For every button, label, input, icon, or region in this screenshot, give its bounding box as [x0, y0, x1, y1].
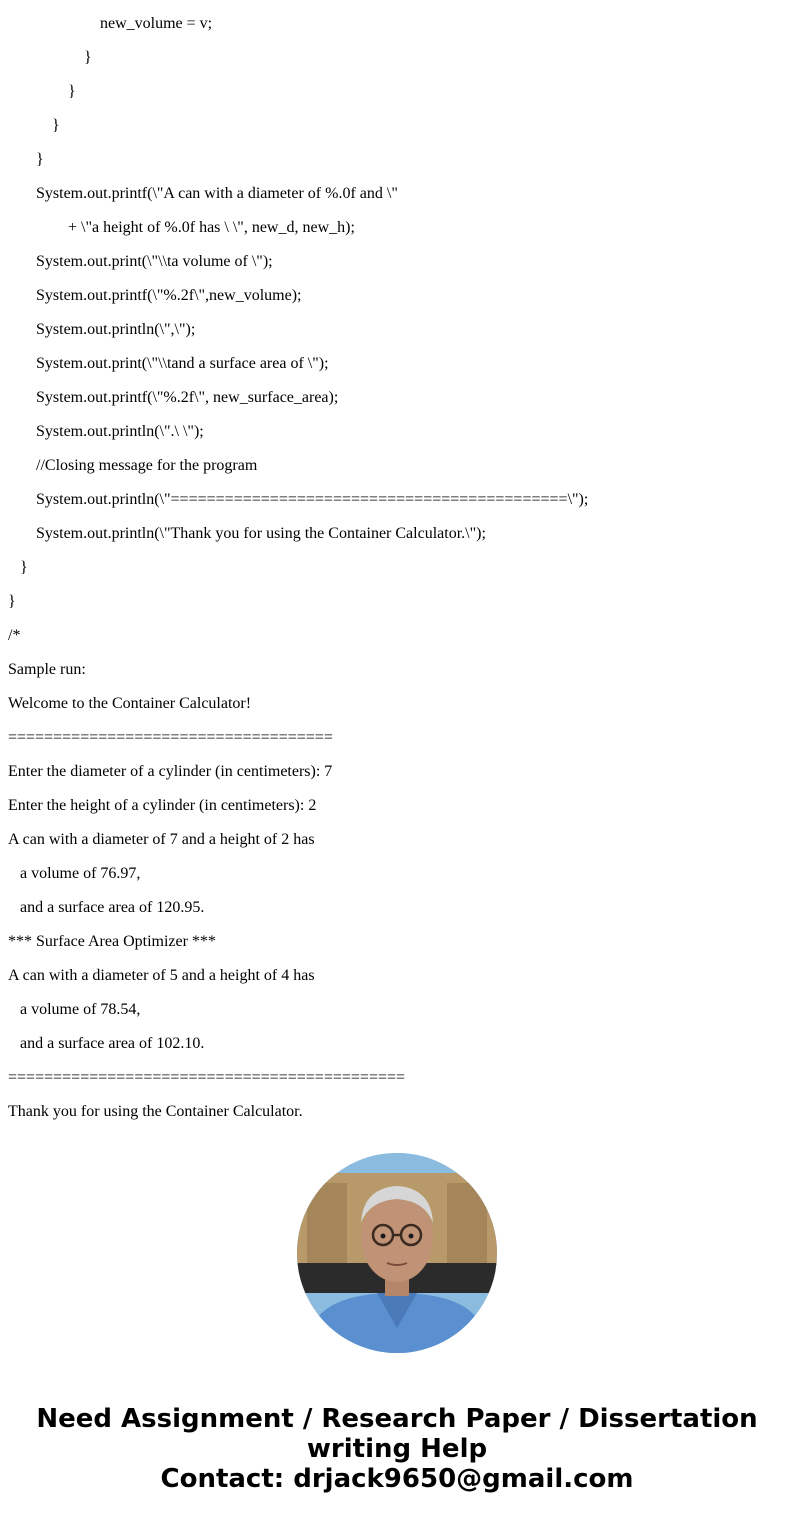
code-line: Enter the diameter of a cylinder (in centimeters): 7 [8, 763, 333, 780]
code-line: System.out.println(\"============================================\"); [36, 491, 589, 508]
code-line: and a surface area of 102.10. [20, 1035, 205, 1052]
promo-line-1: Need Assignment / Research Paper / Dissertation [36, 1404, 758, 1434]
code-line: + \"a height of %.0f has \ \", new_d, new_h); [68, 219, 355, 236]
code-line: System.out.printf(\"%.2f\", new_surface_area); [36, 389, 339, 406]
code-line: System.out.println(\"Thank you for using the Container Calculator.\"); [36, 525, 486, 542]
code-line: ============================================ [8, 1069, 406, 1086]
code-line: a volume of 76.97, [20, 865, 141, 882]
code-line: System.out.print(\"\\tand a surface area of \"); [36, 355, 329, 372]
code-line: A can with a diameter of 5 and a height of 4 has [8, 967, 315, 984]
code-line: System.out.println(\".\ \"); [36, 423, 204, 440]
author-portrait-icon [297, 1153, 497, 1353]
code-line: System.out.printf(\"A can with a diameter of %.0f and \" [36, 185, 398, 202]
code-line: System.out.print(\"\\ta volume of \"); [36, 253, 273, 270]
code-line: Welcome to the Container Calculator! [8, 695, 252, 712]
code-line: System.out.printf(\"%.2f\",new_volume); [36, 287, 302, 304]
code-line: System.out.println(\",\"); [36, 321, 196, 338]
code-line: *** Surface Area Optimizer *** [8, 933, 216, 950]
code-line: /* [8, 627, 21, 644]
author-avatar [297, 1153, 497, 1353]
code-line: } [36, 151, 44, 168]
code-line: } [8, 593, 16, 610]
code-line: //Closing message for the program [36, 457, 258, 474]
code-line: } [84, 49, 92, 66]
code-line: a volume of 78.54, [20, 1001, 141, 1018]
promo-footer [0, 1404, 794, 1494]
code-line: Enter the height of a cylinder (in centimeters): 2 [8, 797, 317, 814]
code-line: new_volume = v; [100, 15, 213, 32]
code-line: ==================================== [8, 729, 333, 746]
promo-contact: Contact: drjack9650@gmail.com [160, 1464, 634, 1494]
promo-line-2: writing Help [306, 1434, 488, 1464]
code-line: and a surface area of 120.95. [20, 899, 205, 916]
code-line: } [20, 559, 28, 576]
code-listing [8, 7, 788, 1129]
code-line: Sample run: [8, 661, 86, 678]
code-line: A can with a diameter of 7 and a height of 2 has [8, 831, 315, 848]
code-line: } [68, 83, 76, 100]
code-line: } [52, 117, 60, 134]
code-line: Thank you for using the Container Calculator. [8, 1103, 303, 1120]
